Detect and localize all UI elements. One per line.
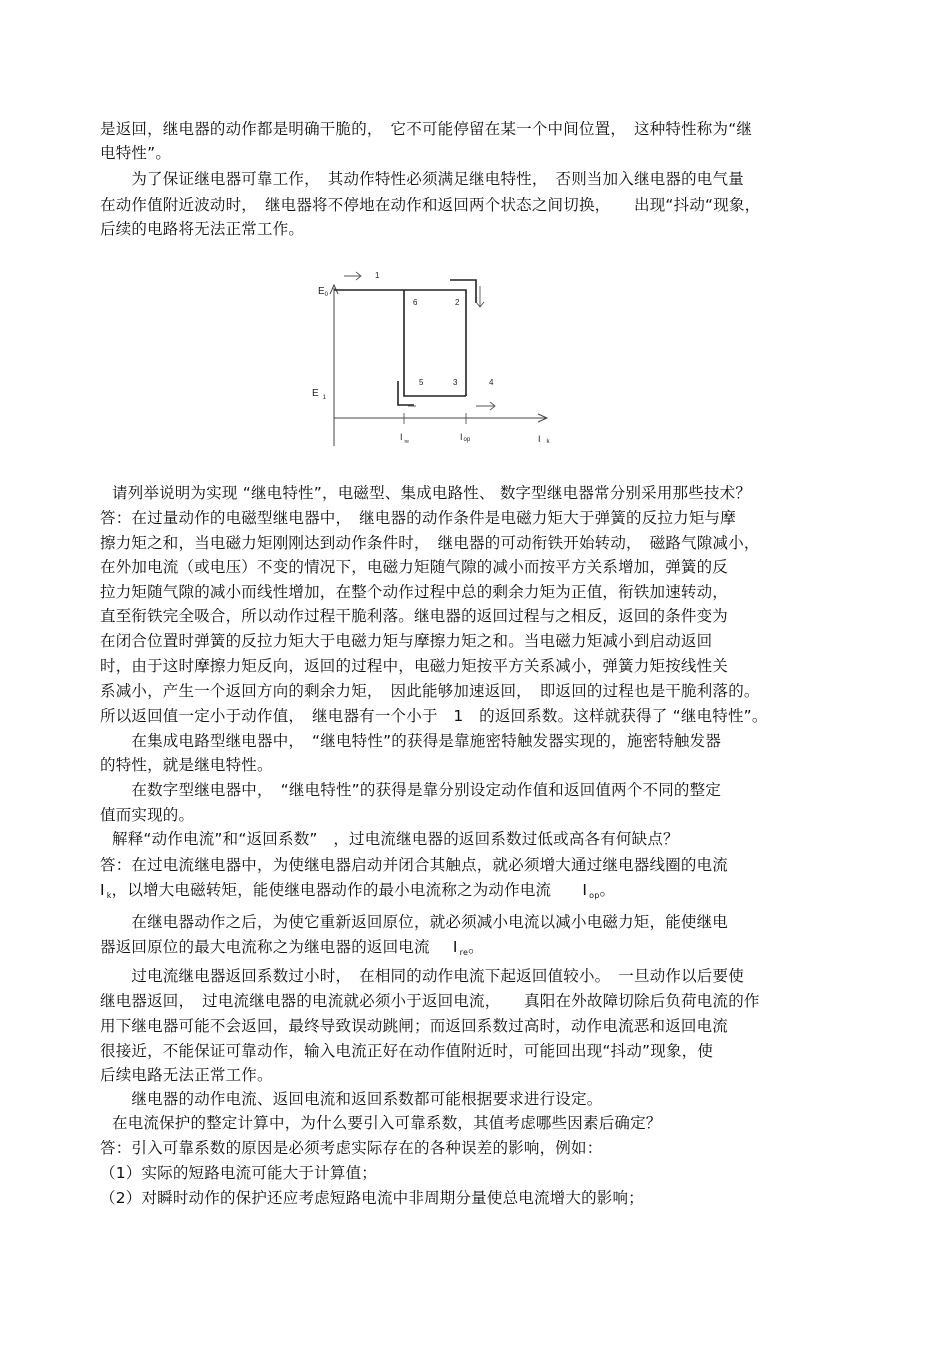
question-line: 在电流保护的整定计算中，为什么要引入可靠系数，其值考虑哪些因素后确定？	[112, 1114, 662, 1132]
label-6: 6	[413, 298, 418, 307]
text-line: 时，由于这时摩擦力矩反向，返回的过程中，电磁力矩按平方关系减小，弹簧力矩按线性关	[100, 657, 729, 675]
e0-label: $E_0$	[318, 286, 329, 298]
text-line: 后续电路无法正常工作。	[100, 1066, 273, 1084]
list-item: （2）对瞬时动作的保护还应考虑短路电流中非周期分量使总电流增大的影响；	[100, 1189, 644, 1207]
text-line: 的特性，就是继电特性。	[100, 756, 273, 774]
text-line: 值而实现的。	[100, 806, 195, 824]
text-line: 直至衔铁完全吸合，所以动作过程干脆利落。继电器的返回过程与之相反，返回的条件变为	[100, 607, 729, 625]
text-line: 在闭合位置时弹簧的反拉力矩大于电磁力矩与摩擦力矩之和。当电磁力矩减小到启动返回	[100, 632, 713, 650]
arrow-1	[344, 272, 361, 280]
text-line: 过电流继电器返回系数过小时， 在相同的动作电流下起返回值较小。 一旦动作以后要使	[100, 967, 744, 985]
label-1: 1	[375, 271, 380, 280]
text-line: 答：在过量动作的电磁型继电器中， 继电器的动作条件是电磁力矩大于弹簧的反拉力矩与摩	[100, 509, 736, 527]
label-3: 3	[453, 378, 458, 387]
characteristic-upper	[334, 290, 466, 396]
text-line: 继电器返回， 过电流继电器的电流就必须小于返回电流， 真阳在外故障切除后负荷电流的作	[100, 992, 760, 1010]
text-line: 拉力矩随气隙的减小而线性增加，在整个动作过程中总的剩余力矩为正值，衔铁加速转动，	[100, 583, 729, 601]
text-line: 在集成电路型继电器中， “继电特性”的获得是靠施密特触发器实现的，施密特触发器	[100, 732, 722, 750]
ire-symbol: I $_{re}$。	[452, 938, 484, 957]
label-2: 2	[455, 298, 460, 307]
top-cap	[450, 280, 476, 303]
ik-label: I k	[538, 434, 550, 445]
text-line: 擦力矩之和，当电磁力矩刚刚达到动作条件时， 继电器的可动衔铁开始转动， 磁路气隙减小，	[100, 534, 760, 552]
list-item: （1）实际的短路电流可能大于计算值；	[100, 1164, 377, 1182]
text-line: 系减小，产生一个返回方向的剩余力矩， 因此能够加速返回， 即返回的过程也是干脆利落的。	[100, 682, 760, 700]
text-line: 在动作值附近波动时， 继电器将不停地在动作和返回两个状态之间切换， 出现“抖动“现象，	[100, 196, 761, 214]
text-line: 继电器的动作电流、返回电流和返回系数都可能根据要求进行设定。	[100, 1090, 603, 1108]
e1-label: E $_1$	[312, 388, 327, 401]
text-line: 在数字型继电器中， “继电特性”的获得是靠分别设定动作值和返回值两个不同的整定	[100, 781, 722, 799]
arrow-4	[476, 402, 495, 410]
text-line-with-symbols: I $_k$，以增大电磁转矩，能使继电器动作的最小电流称之为动作电流 I $_{op}$。	[100, 881, 616, 900]
text-line: 答：引入可靠系数的原因是必须考虑实际存在的各种误差的影响，例如：	[100, 1139, 603, 1157]
ire-label: I $_{re}$	[400, 432, 409, 445]
label-5: 5	[419, 378, 424, 387]
text-line: 为了保证继电器可靠工作， 其动作特性必须满足继电特性， 否则当加入继电器的电气量	[100, 170, 744, 188]
ik-symbol: I $_k$	[100, 881, 112, 900]
text-line: 电特性”。	[100, 144, 172, 162]
text-line: 所以返回值一定小于动作值， 继电器有一个小于 1 的返回系数。这样就获得了 “继电特性”。	[100, 707, 768, 725]
text-line: 在继电器动作之后，为使它重新返回原位，就必须减小电流以减小电磁力矩，能使继电	[100, 913, 729, 931]
label-4: 4	[489, 378, 494, 387]
text-line: 用下继电器可能不会返回，最终导致误动跳闸；而返回系数过高时，动作电流恶和返回电流	[100, 1017, 729, 1035]
text-line: 答：在过电流继电器中，为使继电器启动并闭合其触点，就必须增大通过继电器线圈的电流	[100, 856, 729, 874]
text-line: 是返回，继电器的动作都是明确干脆的， 它不可能停留在某一个中间位置， 这种特性称为“继	[100, 120, 753, 138]
iop-symbol: I $_{op}$。	[582, 881, 616, 900]
text-line: 后续的电路将无法正常工作。	[100, 220, 305, 238]
question-line: 解释“动作电流”和“返回系数” ，过电流继电器的返回系数过低或高各有何缺点？	[112, 830, 679, 848]
iop-label: Iop	[460, 432, 471, 443]
low-cap	[398, 381, 414, 405]
text-line: 在外加电流（或电压）不变的情况下，电磁力矩随气隙的减小而按平方关系增加，弹簧的反	[100, 558, 729, 576]
text-line-with-symbols: 器返回原位的最大电流称之为继电器的返回电流 I $_{re}$。	[100, 938, 484, 957]
text-line: 很接近，不能保证可靠动作，输入电流正好在动作值附近时，可能回出现“抖动”现象，使	[100, 1042, 714, 1060]
question-line: 请列举说明为实现 “继电特性”，电磁型、集成电路性、 数字型继电器常分别采用那些技术？	[112, 484, 752, 502]
arrow-2	[476, 286, 484, 307]
relay-characteristic-figure	[300, 258, 560, 458]
